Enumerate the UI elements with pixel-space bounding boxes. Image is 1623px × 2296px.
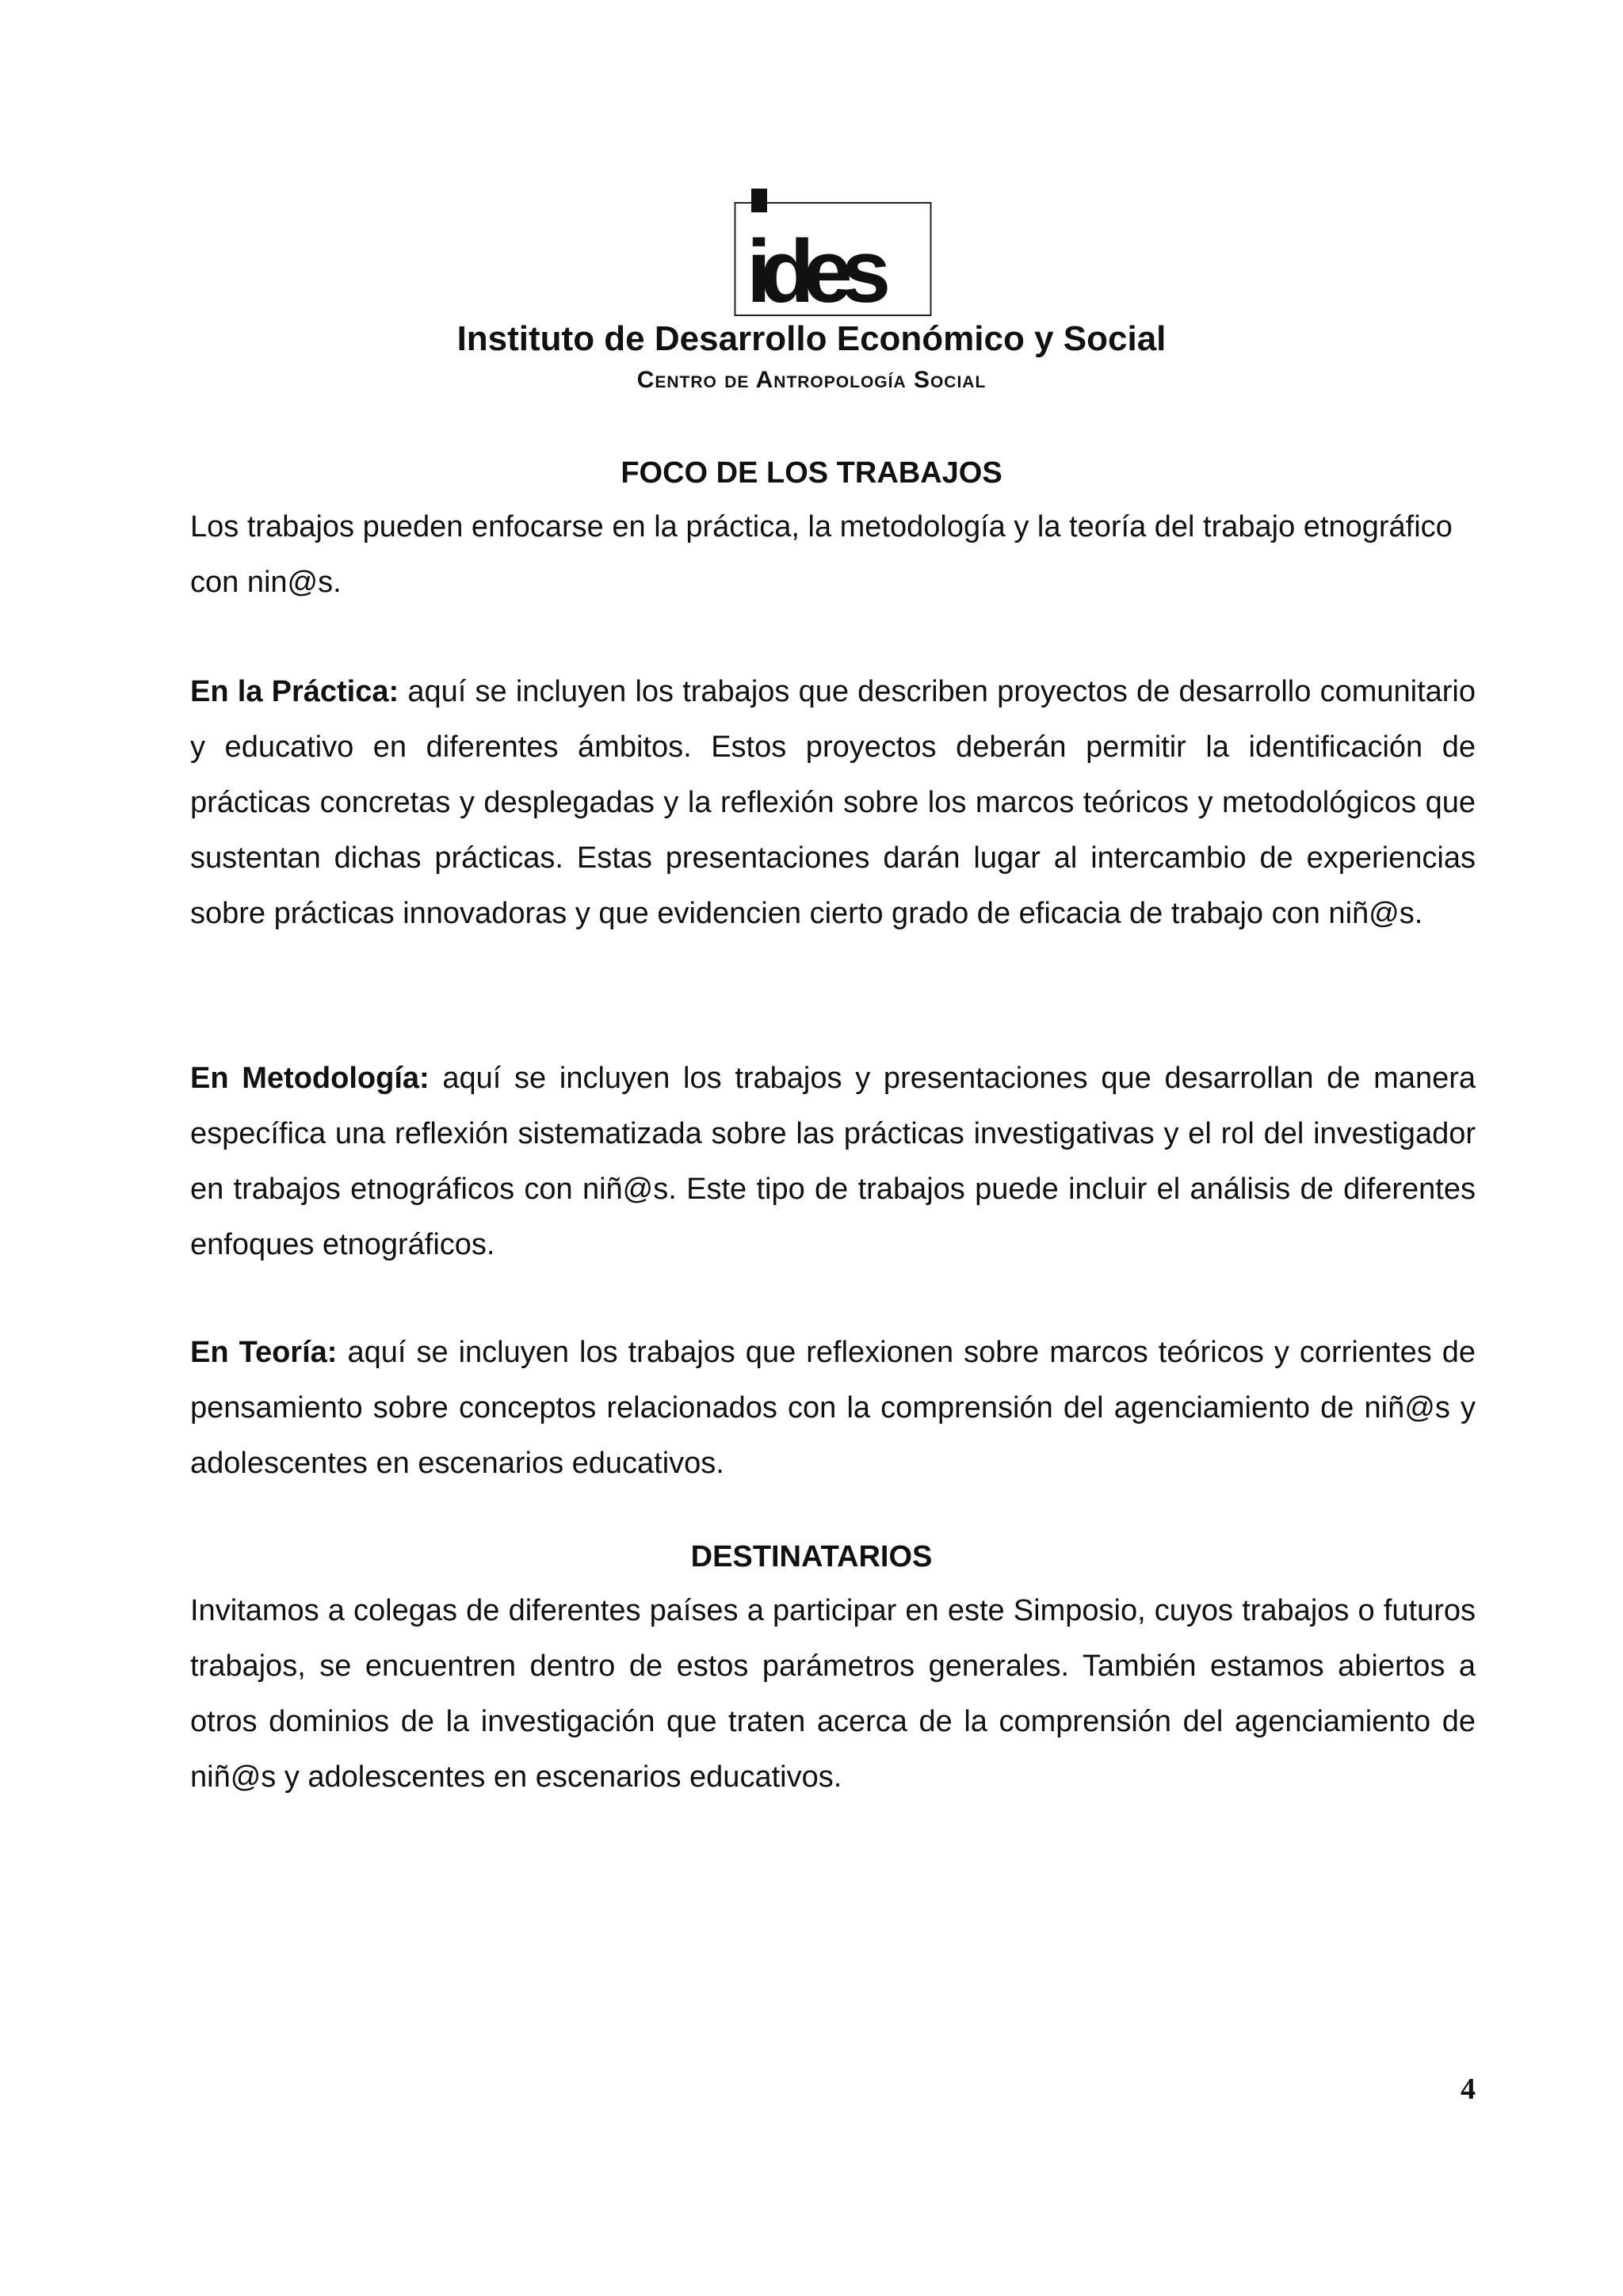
- paragraph-lead: En Teoría:: [190, 1336, 348, 1369]
- center-name: Centro de Antropología Social: [636, 367, 987, 393]
- section-title-foco: FOCO DE LOS TRABAJOS: [621, 456, 1002, 490]
- paragraph-destinatarios: Invitamos a colegas de diferentes países a participar en este Simposio, cuyos trabajos o futuros trabajos, se encuentren dentro de estos parámetros generales. También estamos abiertos a otros dominios de la investigación que traten acerca de la comprensión del agenciamiento de niñ@s y adolescentes en escenarios educativos.: [190, 1594, 1476, 1794]
- paragraph-practica: [190, 664, 1476, 941]
- paragraph-text: aquí se incluyen los trabajos que describen proyectos de desarrollo comunitario y educativo en diferentes ámbitos. Estos proyectos deberán permitir la identificación de prácticas concretas y desplegadas y la reflexión sobre los marcos teóricos y metodológicos que sustentan dichas prácticas. Estas presentaciones darán lugar al intercambio de experiencias sobre prácticas innovadoras y que evidencien cierto grado de eficacia de trabajo con niñ@s.: [190, 675, 1476, 930]
- section-title-destinatarios: DESTINATARIOS: [690, 1540, 933, 1573]
- page-number: 4: [1461, 2073, 1476, 2106]
- paragraph-foco-intro: Los trabajos pueden enfocarse en la práctica, la metodología y la teoría del trabajo etnográfico con nin@s.: [190, 510, 1453, 599]
- paragraph-lead: En Metodología:: [190, 1062, 443, 1095]
- institute-name: Instituto de Desarrollo Económico y Social: [456, 319, 1167, 358]
- paragraph-metodologia: [190, 1051, 1476, 1272]
- ides-logo-icon: [734, 189, 932, 318]
- paragraph-lead: En la Práctica:: [190, 675, 408, 708]
- paragraph-text: aquí se incluyen los trabajos que reflexionen sobre marcos teóricos y corrientes de pensamiento sobre conceptos relacionados con la comprensión del agenciamiento de niñ@s y adolescentes en escenarios educativos.: [190, 1336, 1476, 1480]
- paragraph-text: aquí se incluyen los trabajos y presentaciones que desarrollan de manera específica una reflexión sistematizada sobre las prácticas investigativas y el rol del investigador en trabajos etnográficos con niñ@s. Este tipo de trabajos puede incluir el análisis de diferentes enfoques etnográficos.: [190, 1062, 1476, 1261]
- logo-text: ides: [747, 222, 880, 318]
- paragraph-teoria: [190, 1325, 1476, 1491]
